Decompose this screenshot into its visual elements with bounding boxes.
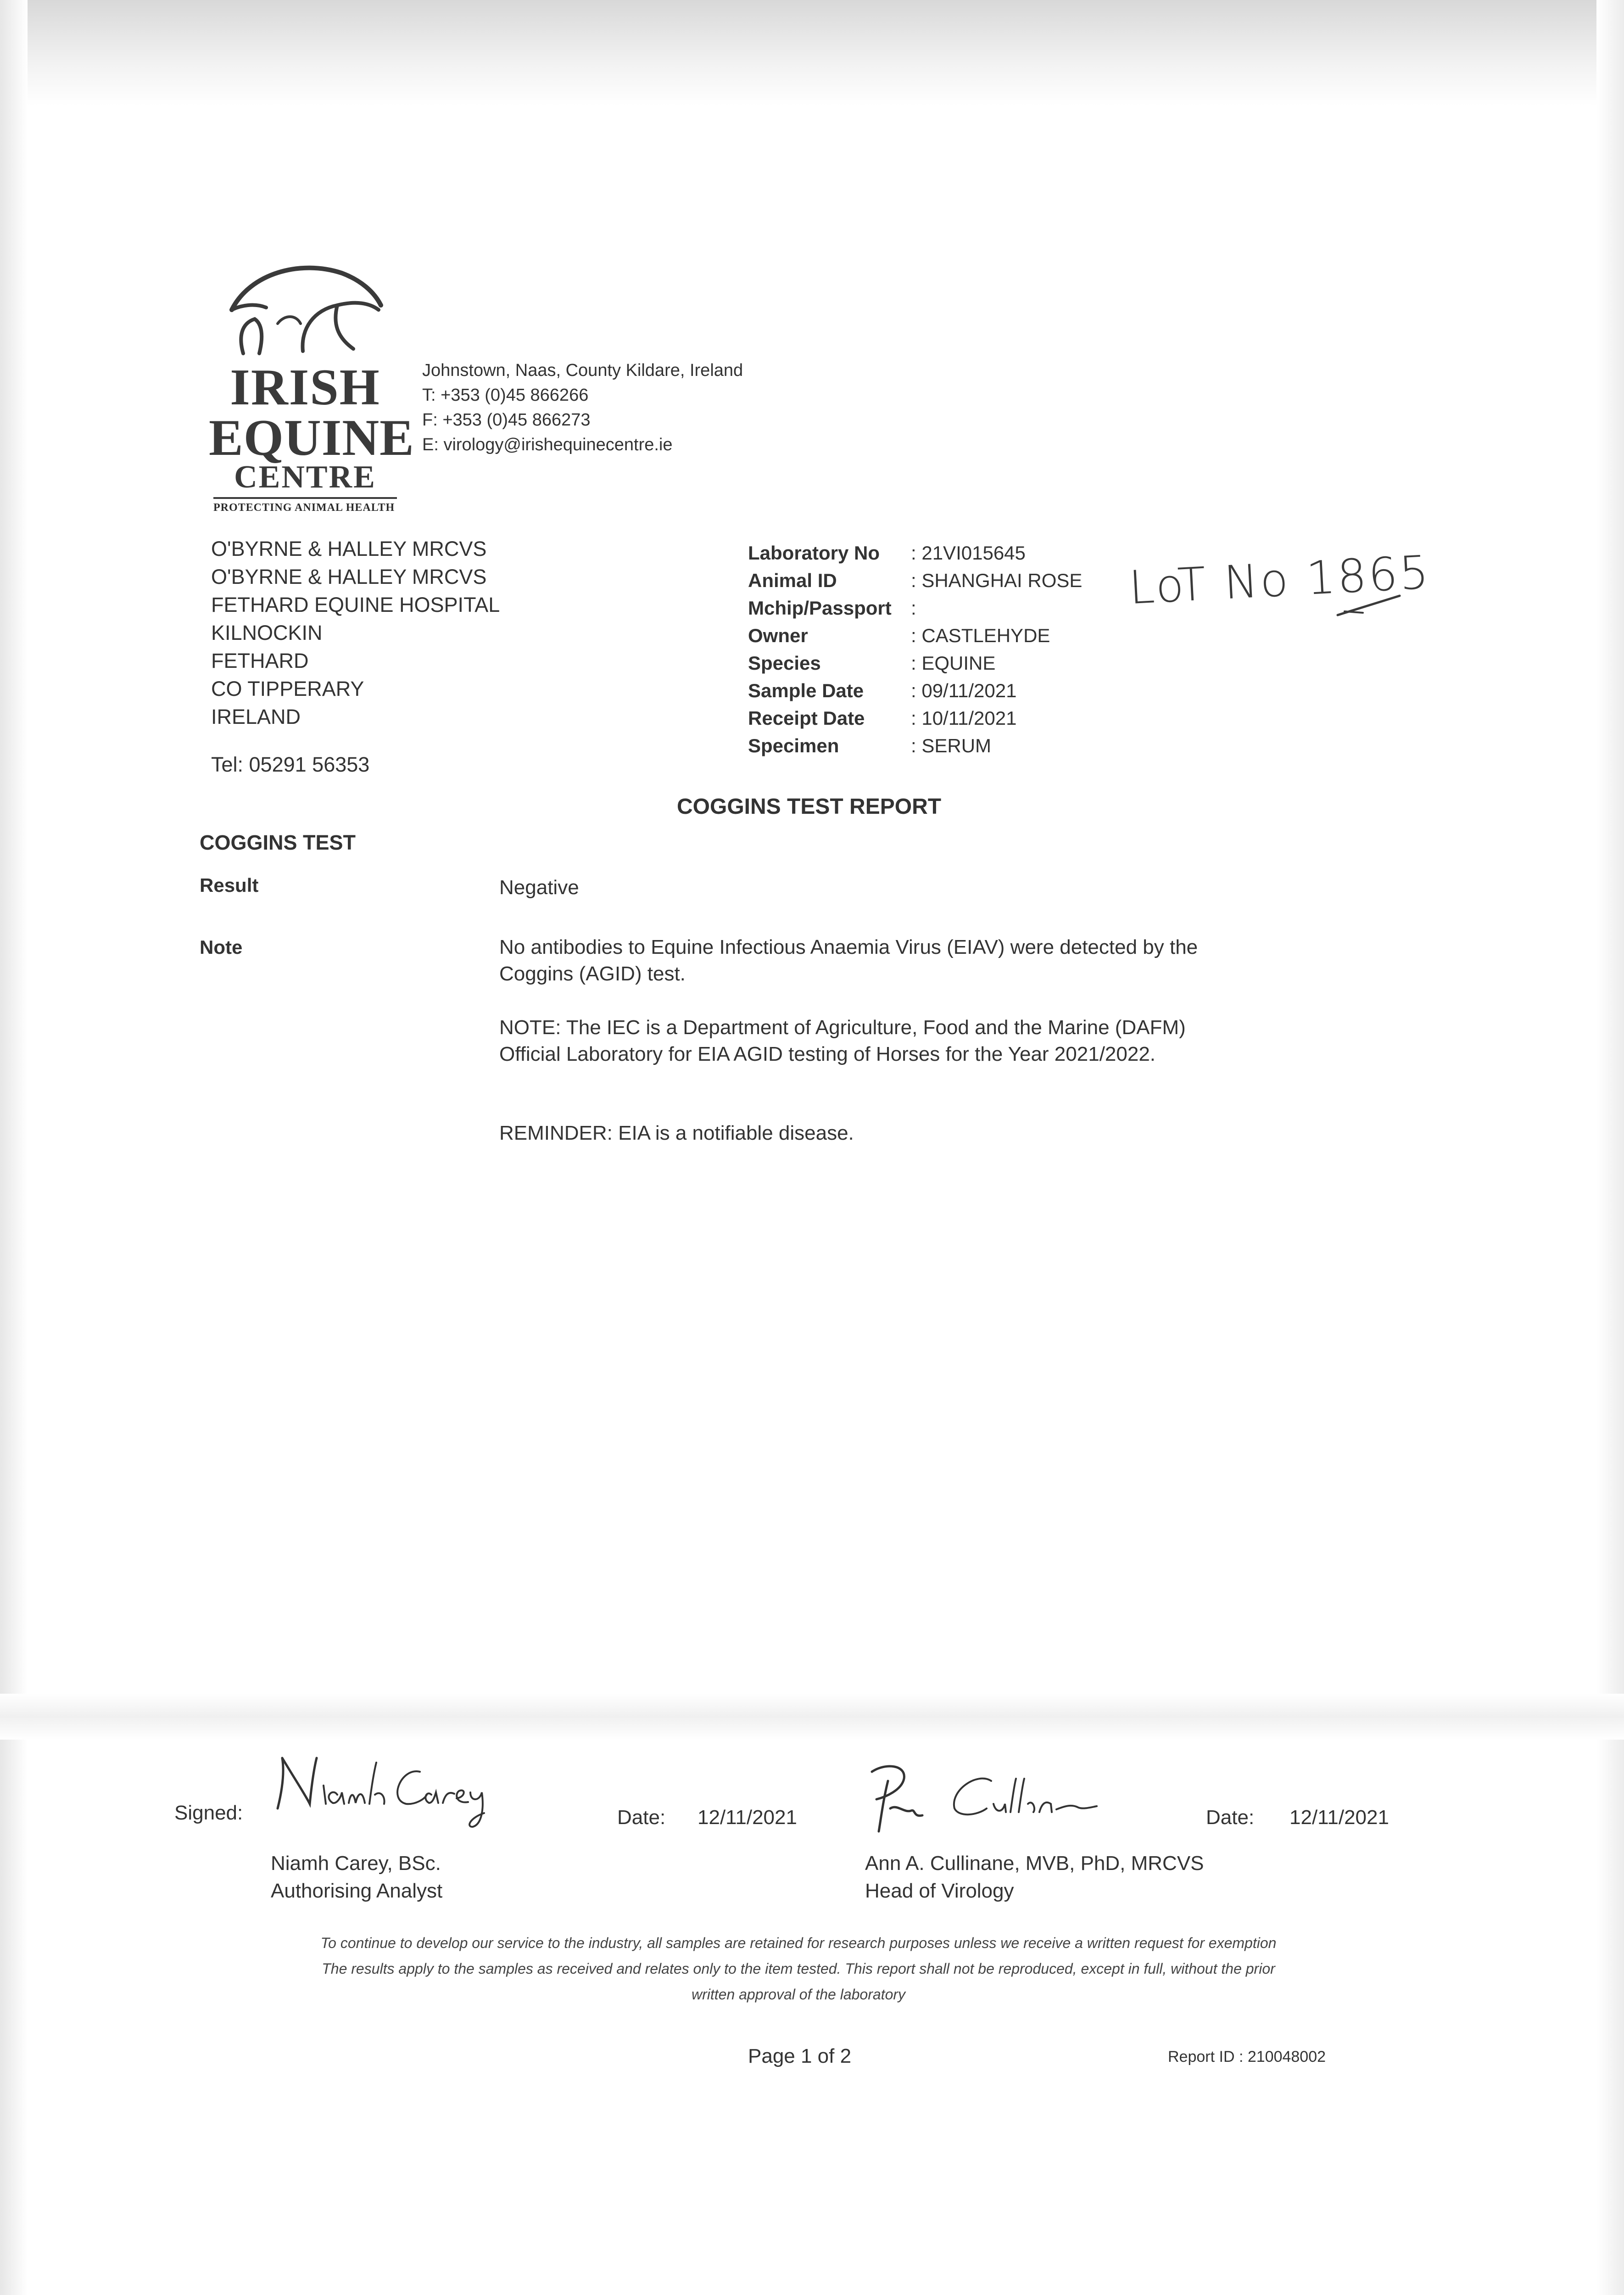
date-value-right: 12/11/2021 — [1289, 1806, 1389, 1829]
result-label: Result — [200, 874, 259, 896]
recipient-line: KILNOCKIN — [211, 621, 323, 644]
signatory-left-role: Authorising Analyst — [271, 1880, 443, 1902]
sample-info-label: Specimen — [748, 735, 839, 756]
scan-shadow-top — [0, 0, 1624, 106]
signatory-left — [271, 1850, 442, 1905]
sample-info-value: : SERUM — [911, 735, 992, 756]
logo-line-equine: EQUINE — [209, 409, 414, 466]
recipient-line: FETHARD EQUINE HOSPITAL — [211, 593, 500, 616]
logo-divider — [213, 497, 397, 499]
sample-info-label: Receipt Date — [748, 707, 865, 729]
recipient-tel: Tel: 05291 56353 — [211, 753, 370, 776]
lab-contact-block — [422, 358, 743, 457]
recipient-line: IRELAND — [211, 705, 301, 728]
signature-niamh-carey — [268, 1744, 544, 1836]
footer-disclaimer — [220, 1930, 1377, 2007]
sample-info-label: Sample Date — [748, 680, 864, 701]
recipient-line: O'BYRNE & HALLEY MRCVS — [211, 537, 487, 560]
handwritten-lot-number: LoT No 1865 — [1127, 545, 1432, 615]
page-number: Page 1 of 2 — [748, 2045, 852, 2067]
logo-line-centre: CENTRE — [234, 459, 376, 495]
handwritten-underline-mark — [1335, 592, 1404, 620]
scan-band — [0, 1694, 1624, 1740]
recipient-line: O'BYRNE & HALLEY MRCVS — [211, 565, 487, 588]
signatory-right-role: Head of Virology — [865, 1880, 1014, 1902]
recipient-line: FETHARD — [211, 649, 309, 672]
lab-fax: F: +353 (0)45 866273 — [422, 410, 591, 430]
sample-info-value: : 10/11/2021 — [911, 707, 1017, 729]
note-paragraph-1: No antibodies to Equine Infectious Anaemia Virus (EIAV) were detected by the Coggins (AGID) test. — [499, 936, 1198, 985]
sample-info-value: : SHANGHAI ROSE — [911, 570, 1083, 591]
sample-info-value: : 09/11/2021 — [911, 680, 1017, 701]
signed-label: Signed: — [174, 1802, 243, 1824]
sample-info-value: : — [911, 597, 916, 619]
report-id: Report ID : 210048002 — [1168, 2048, 1326, 2066]
recipient-address — [211, 535, 500, 731]
date-label-left: Date: — [617, 1806, 666, 1829]
logo-line-irish: IRISH — [230, 359, 380, 416]
footer-disclaimer-line: The results apply to the samples as received and relates only to the item tested. This report shall not be reproduced, except in full, without the prior — [322, 1960, 1275, 1977]
lab-phone: T: +353 (0)45 866266 — [422, 386, 589, 405]
footer-disclaimer-line: To continue to develop our service to the industry, all samples are retained for research purposes unless we receive a written request for exemption — [320, 1935, 1277, 1951]
note-label: Note — [200, 936, 243, 958]
sample-info-value: : EQUINE — [911, 652, 996, 674]
signatory-left-name: Niamh Carey, BSc. — [271, 1852, 441, 1875]
result-value: Negative — [499, 876, 579, 899]
sample-info-label: Animal ID — [748, 570, 837, 591]
note-paragraph-2: NOTE: The IEC is a Department of Agriculture, Food and the Marine (DAFM) Official Laboratory for EIA AGID testing of Horses for the Year 2021/2022. — [499, 1016, 1186, 1065]
recipient-line: CO TIPPERARY — [211, 677, 364, 700]
sample-info-value: : 21VI015645 — [911, 542, 1026, 564]
lab-email: E: virology@irishequinecentre.ie — [422, 435, 673, 454]
date-label-right: Date: — [1206, 1806, 1255, 1829]
horse-head-logo-icon — [223, 255, 388, 360]
sample-info-label: Owner — [748, 625, 808, 646]
section-heading: COGGINS TEST — [200, 831, 356, 854]
sample-info-value: : CASTLEHYDE — [911, 625, 1050, 646]
sample-info-label: Laboratory No — [748, 542, 880, 564]
lab-address: Johnstown, Naas, County Kildare, Ireland — [422, 361, 743, 380]
sample-info-label: Mchip/Passport — [748, 597, 892, 619]
scan-shadow-left — [0, 0, 28, 2295]
signatory-right — [865, 1850, 1204, 1905]
sample-info-label: Species — [748, 652, 821, 674]
scan-shadow-right — [1596, 0, 1624, 2295]
note-paragraph-3: REMINDER: EIA is a notifiable disease. — [499, 1122, 854, 1144]
logo-tagline: PROTECTING ANIMAL HEALTH — [213, 502, 395, 514]
signatory-right-name: Ann A. Cullinane, MVB, PhD, MRCVS — [865, 1852, 1204, 1875]
irish-equine-centre-logo — [209, 255, 414, 514]
signature-ann-cullinane — [863, 1753, 1147, 1836]
date-value-left: 12/11/2021 — [698, 1806, 797, 1829]
footer-disclaimer-line: written approval of the laboratory — [691, 1986, 906, 2003]
report-title: COGGINS TEST REPORT — [677, 795, 942, 819]
